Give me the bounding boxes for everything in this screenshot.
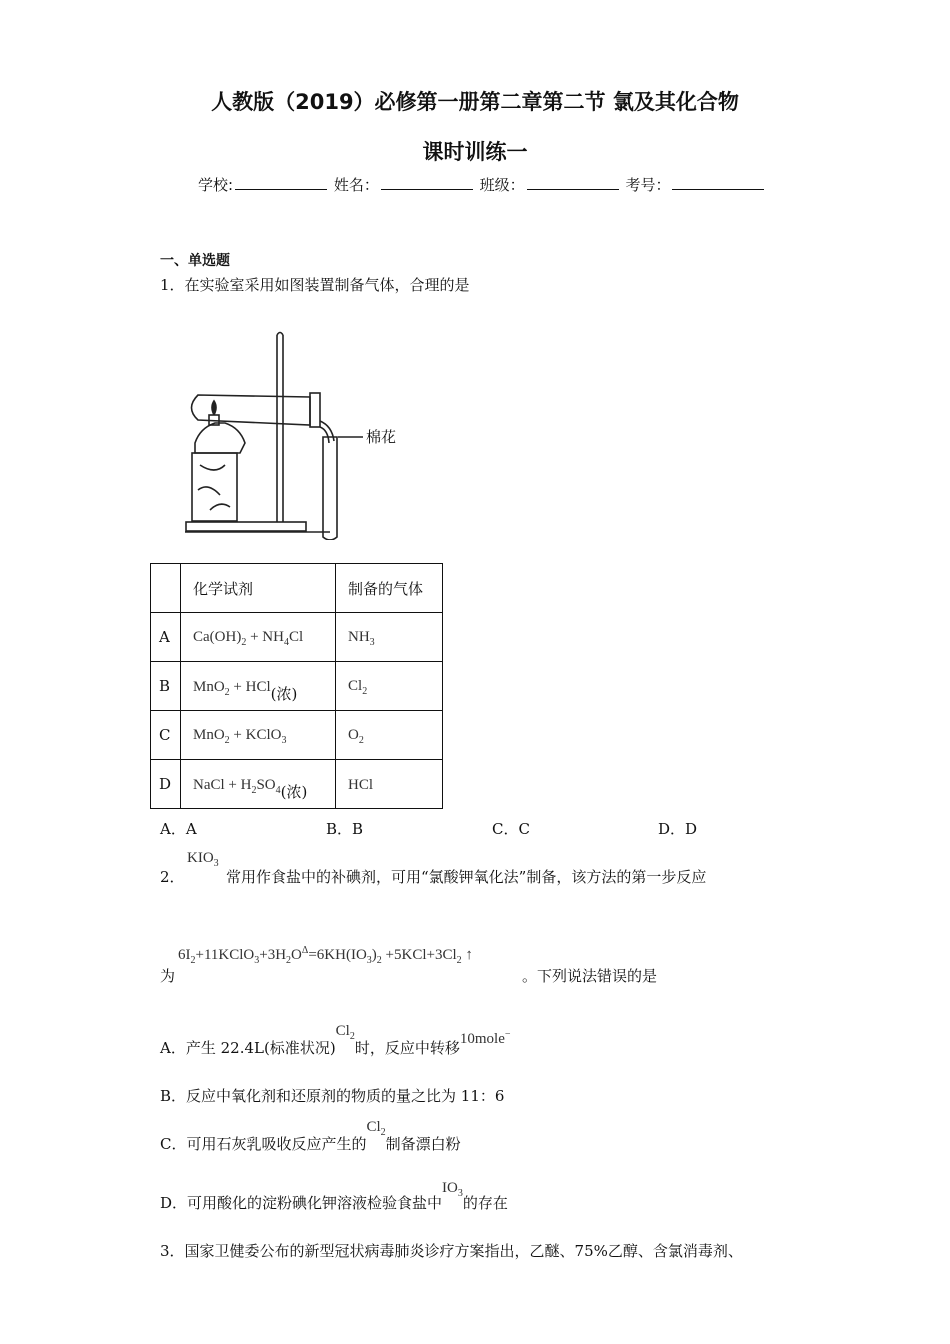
formula-text: ↑ <box>461 947 473 963</box>
reagent-formula <box>193 726 287 746</box>
table-row <box>151 662 443 711</box>
formula-subscript: 2 <box>376 955 382 966</box>
formula-text: + HCl <box>229 678 271 695</box>
option-text: A．产生 22.4L(标准状况) <box>160 1039 336 1057</box>
section-heading: 一、单选题 <box>160 253 230 269</box>
formula-subscript: 2 <box>224 686 230 698</box>
formula-subscript: 2 <box>286 955 292 966</box>
option-text: C．可用石灰乳吸收反应产生的 <box>160 1135 367 1153</box>
formula-text: Cl <box>288 628 304 645</box>
cl2-formula <box>335 1023 355 1042</box>
q1-option-b[interactable]: B．B <box>326 820 364 838</box>
formula-subscript: 2 <box>224 734 230 746</box>
option-text: 的存在 <box>462 1194 508 1212</box>
header-reagent: 化学试剂 <box>181 564 336 613</box>
gas-cell <box>336 711 443 760</box>
q2-option-a[interactable] <box>160 1023 511 1060</box>
table-row <box>151 613 443 662</box>
formula-text: MnO <box>193 678 225 695</box>
document-subtitle: 课时训练一 <box>422 140 528 164</box>
formula-text: 6I <box>178 947 191 963</box>
formula-text: +11KClO <box>195 947 255 963</box>
formula-text: NaCl + H <box>193 776 252 793</box>
cl2-formula <box>366 1119 386 1138</box>
name-field[interactable] <box>381 175 473 190</box>
cotton-label: 棉花 <box>366 428 397 446</box>
row-key: A <box>151 613 181 662</box>
formula-subscript: 4 <box>283 636 289 648</box>
class-label: 班级： <box>479 176 525 194</box>
q1-option-d[interactable]: D．D <box>658 820 698 838</box>
q1-option-a[interactable]: A．A <box>160 820 197 838</box>
formula-subscript: 3 <box>369 636 375 648</box>
reagent-formula <box>193 678 271 698</box>
kio3-formula <box>187 850 219 869</box>
formula-supscript: − <box>504 1029 511 1040</box>
formula-text: O <box>291 947 302 963</box>
table-row <box>151 760 443 809</box>
equation-prefix: 为 <box>160 967 176 985</box>
reagent-cell <box>181 760 336 809</box>
formula-subscript: 2 <box>456 955 462 966</box>
school-label: 学校: <box>198 176 234 194</box>
formula-subscript: 3 <box>366 955 372 966</box>
formula-text: + NH <box>246 628 284 645</box>
q2-option-b[interactable]: B．反应中氧化剂和还原剂的物质的量之比为 11：6 <box>160 1087 505 1105</box>
class-field[interactable] <box>527 175 619 190</box>
formula-supscript: Δ <box>301 945 309 956</box>
exam-number-label: 考号： <box>625 176 671 194</box>
question-2-number: 2． <box>160 868 185 886</box>
question-2-stem: 常用作食盐中的补碘剂，可用“氯酸钾氧化法”制备，该方法的第一步反应 <box>226 868 707 886</box>
formula-text: Cl <box>348 677 363 694</box>
formula-subscript: 2 <box>349 1031 355 1042</box>
name-label: 姓名： <box>333 176 379 194</box>
document-title: 人教版（2019）必修第一册第二章第二节 氯及其化合物 <box>211 90 739 114</box>
formula-subscript: 3 <box>254 955 260 966</box>
row-key: C <box>151 711 181 760</box>
reaction-equation <box>178 945 473 966</box>
formula-text: +3H <box>259 947 287 963</box>
table-row <box>151 711 443 760</box>
school-field[interactable] <box>235 175 327 190</box>
reagent-cell <box>181 613 336 662</box>
table-header-row <box>151 564 443 613</box>
io3-formula <box>442 1180 463 1199</box>
formula-subscript: 3 <box>281 734 287 746</box>
gas-cell <box>336 613 443 662</box>
gas-cell <box>336 662 443 711</box>
header-gas: 制备的气体 <box>336 564 443 613</box>
reagent-cell <box>181 711 336 760</box>
gas-formula <box>348 726 364 746</box>
formula-text: Cl <box>335 1023 350 1039</box>
formula-text: + KClO <box>229 726 282 743</box>
formula-subscript: 2 <box>251 784 257 796</box>
option-text: 时，反应中转移 <box>354 1039 460 1057</box>
concentrated-note: (浓) <box>270 684 298 703</box>
q1-option-c[interactable]: C．C <box>492 820 530 838</box>
formula-text: KIO <box>187 850 214 866</box>
formula-text: HCl <box>348 776 374 793</box>
formula-text: O <box>348 726 359 743</box>
formula-subscript: 4 <box>275 784 281 796</box>
formula-subscript: 2 <box>358 734 364 746</box>
electron-formula <box>460 1031 511 1047</box>
reagent-table <box>150 563 443 809</box>
gas-formula <box>348 677 368 697</box>
formula-subscript: 2 <box>241 636 247 648</box>
option-text: 制备漂白粉 <box>385 1135 461 1153</box>
formula-text: NH <box>348 628 370 645</box>
formula-text: MnO <box>193 726 225 743</box>
formula-subscript: 3 <box>213 858 219 869</box>
row-key: D <box>151 760 181 809</box>
question-3-stem: 3．国家卫健委公布的新型冠状病毒肺炎诊疗方案指出，乙醚、75%乙醇、含氯消毒剂、 <box>160 1242 743 1260</box>
gas-formula <box>348 777 373 793</box>
exam-number-field[interactable] <box>672 175 764 190</box>
formula-text: +5KCl+3Cl <box>381 947 457 963</box>
formula-subscript: 2 <box>380 1127 386 1138</box>
gas-cell <box>336 760 443 809</box>
formula-text: 10mole <box>459 1031 505 1047</box>
reagent-formula <box>193 776 281 796</box>
formula-subscript: 2 <box>190 955 196 966</box>
formula-subscript: 2 <box>362 685 368 697</box>
formula-text: IO <box>442 1180 458 1196</box>
formula-text: Cl <box>366 1119 381 1135</box>
q2-option-d[interactable] <box>160 1180 508 1215</box>
student-info-line <box>198 174 766 195</box>
formula-text: SO <box>256 776 276 793</box>
formula-subscript: 3 <box>457 1188 463 1199</box>
equation-suffix: 。下列说法错误的是 <box>522 967 658 985</box>
gas-formula <box>348 628 375 648</box>
formula-text: =6KH(IO <box>308 947 367 963</box>
concentrated-note: (浓) <box>280 782 308 801</box>
formula-text: Ca(OH) <box>193 628 242 645</box>
row-key: B <box>151 662 181 711</box>
reagent-formula <box>193 628 304 648</box>
option-text: D．可用酸化的淀粉碘化钾溶液检验食盐中 <box>160 1194 443 1212</box>
question-1-stem: 1．在实验室采用如图装置制备气体，合理的是 <box>160 276 470 294</box>
reagent-cell <box>181 662 336 711</box>
q2-option-c[interactable] <box>160 1119 461 1156</box>
formula-text: ) <box>371 947 377 963</box>
